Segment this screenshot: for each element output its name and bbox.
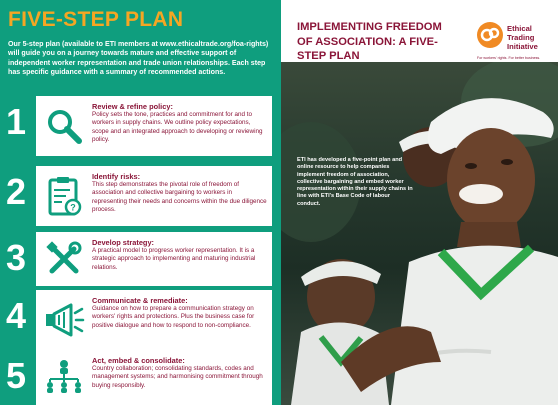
tools-icon: [40, 235, 88, 283]
step-description: Policy sets the tone, practices and commitment for and to workers in supply chains. We outline policy expectations, scope and an integrated approach to developing or reviewing policy.: [92, 111, 263, 144]
step-card: [36, 350, 272, 405]
step-2: [0, 166, 281, 226]
step-card: [36, 290, 272, 350]
step-card: [36, 96, 272, 156]
step-heading: Act, embed & consolidate:: [92, 356, 185, 365]
step-card: [36, 232, 272, 286]
step-1: [0, 96, 281, 156]
intro-text: Our 5-step plan (available to ETI members at www.ethicaltrade.org/foa-rights) will guide you on a journey towards mature and effective support of independent worker representation and trade union relationships. Each step has specific guidance with a summary of recommended actions.: [8, 40, 269, 77]
svg-text:?: ?: [70, 202, 76, 213]
logo-tagline: For workers' rights. For better business.: [477, 56, 541, 60]
page-title: FIVE-STEP PLAN: [8, 8, 184, 31]
step-number: 3: [6, 237, 27, 278]
cover-description: ETI has developed a five-point plan and online resource to help companies implement freedom of association, collective bargaining and embed worker representation within their supply chains in line with ETI's Base Code of labour conduct.: [297, 157, 413, 207]
step-heading: Communicate & remediate:: [92, 296, 188, 305]
magnifier-icon: [40, 102, 88, 150]
step-3: [0, 232, 281, 286]
step-heading: Review & refine policy:: [92, 102, 173, 111]
cover-title: IMPLEMENTING FREEDOM OF ASSOCIATION: A FIVE-STEP PLAN: [297, 21, 442, 62]
step-description: A practical model to progress worker representation. It is a strategic approach to implementing and maturing industrial relations.: [92, 247, 256, 271]
step-heading: Identify risks:: [92, 172, 141, 181]
logo-name: Ethical Trading Initiative: [507, 24, 538, 51]
step-description: Country collaboration; consolidating standards, codes and management systems; and harmonising commitment through buying responsibly.: [92, 365, 263, 389]
step-heading: Develop strategy:: [92, 238, 155, 247]
eti-logo-mark: [477, 22, 503, 48]
clipboard-icon: [40, 172, 88, 220]
step-description: This step demonstrates the pivotal role of freedom of association and collective bargaining to workers in representing their needs and concerns within the due diligence process.: [92, 181, 267, 214]
step-number: 4: [6, 295, 27, 336]
step-number: 1: [6, 101, 27, 142]
megaphone-icon: [40, 296, 88, 344]
eti-logo: [477, 22, 557, 68]
right-panel: [281, 0, 558, 405]
step-card: [36, 166, 272, 226]
network-icon: [40, 353, 88, 401]
step-number: 2: [6, 171, 27, 212]
step-description: Guidance on how to prepare a communication strategy on workers' rights and protections. Plus the business case for positive dialogue and how to respond to non-compliance.: [92, 305, 255, 329]
step-4: [0, 290, 281, 350]
cover-photo: [281, 62, 558, 405]
step-5: [0, 350, 281, 405]
step-number: 5: [6, 355, 27, 396]
